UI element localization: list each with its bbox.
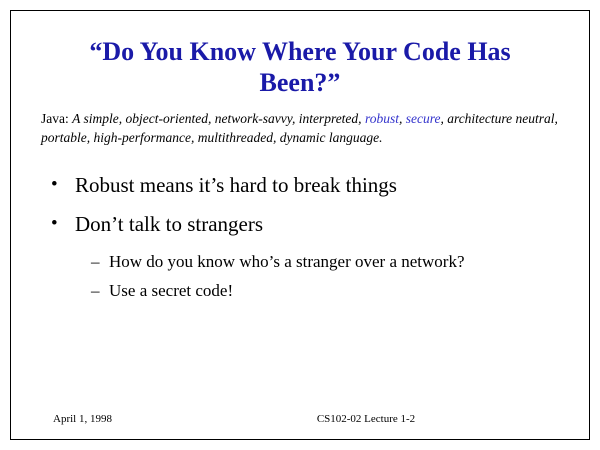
list-item-label: Robust means it’s hard to break things bbox=[75, 172, 397, 197]
slide-content bbox=[11, 11, 589, 439]
list-item bbox=[51, 212, 563, 237]
sub-list-item bbox=[91, 280, 563, 301]
sub-list-item-label: Use a secret code! bbox=[109, 281, 234, 301]
subtitle-robust: robust bbox=[364, 111, 399, 127]
subtitle-lead: Java: bbox=[41, 111, 73, 127]
subtitle-line bbox=[41, 110, 559, 146]
list-item-label: Don’t talk to strangers bbox=[75, 211, 263, 236]
bullet-list bbox=[37, 173, 563, 302]
slide-footer bbox=[11, 413, 589, 425]
footer-date: April 1, 1998 bbox=[53, 413, 112, 425]
bullet-marker-icon: • bbox=[51, 212, 58, 234]
dash-marker-icon: – bbox=[91, 252, 100, 272]
dash-marker-icon: – bbox=[91, 281, 100, 301]
subtitle-part2: , bbox=[398, 111, 406, 127]
bullet-marker-icon: • bbox=[51, 173, 58, 195]
sub-list-item bbox=[91, 251, 563, 272]
subtitle-part3: , architecture neutral, portable, high-performance, multithreaded, dynamic language. bbox=[41, 111, 558, 145]
sub-list-item-label: How do you know who’s a stranger over a network? bbox=[109, 252, 465, 272]
list-item bbox=[51, 173, 563, 198]
slide-frame bbox=[10, 10, 590, 440]
subtitle-part1: A simple, object-oriented, network-savvy, interpreted, bbox=[72, 111, 365, 127]
subtitle-secure: secure bbox=[405, 111, 441, 127]
page-title: “Do You Know Where Your Code Has Been?” bbox=[89, 37, 511, 97]
footer-course-info: CS102-02 Lecture 1-2 bbox=[316, 413, 416, 425]
